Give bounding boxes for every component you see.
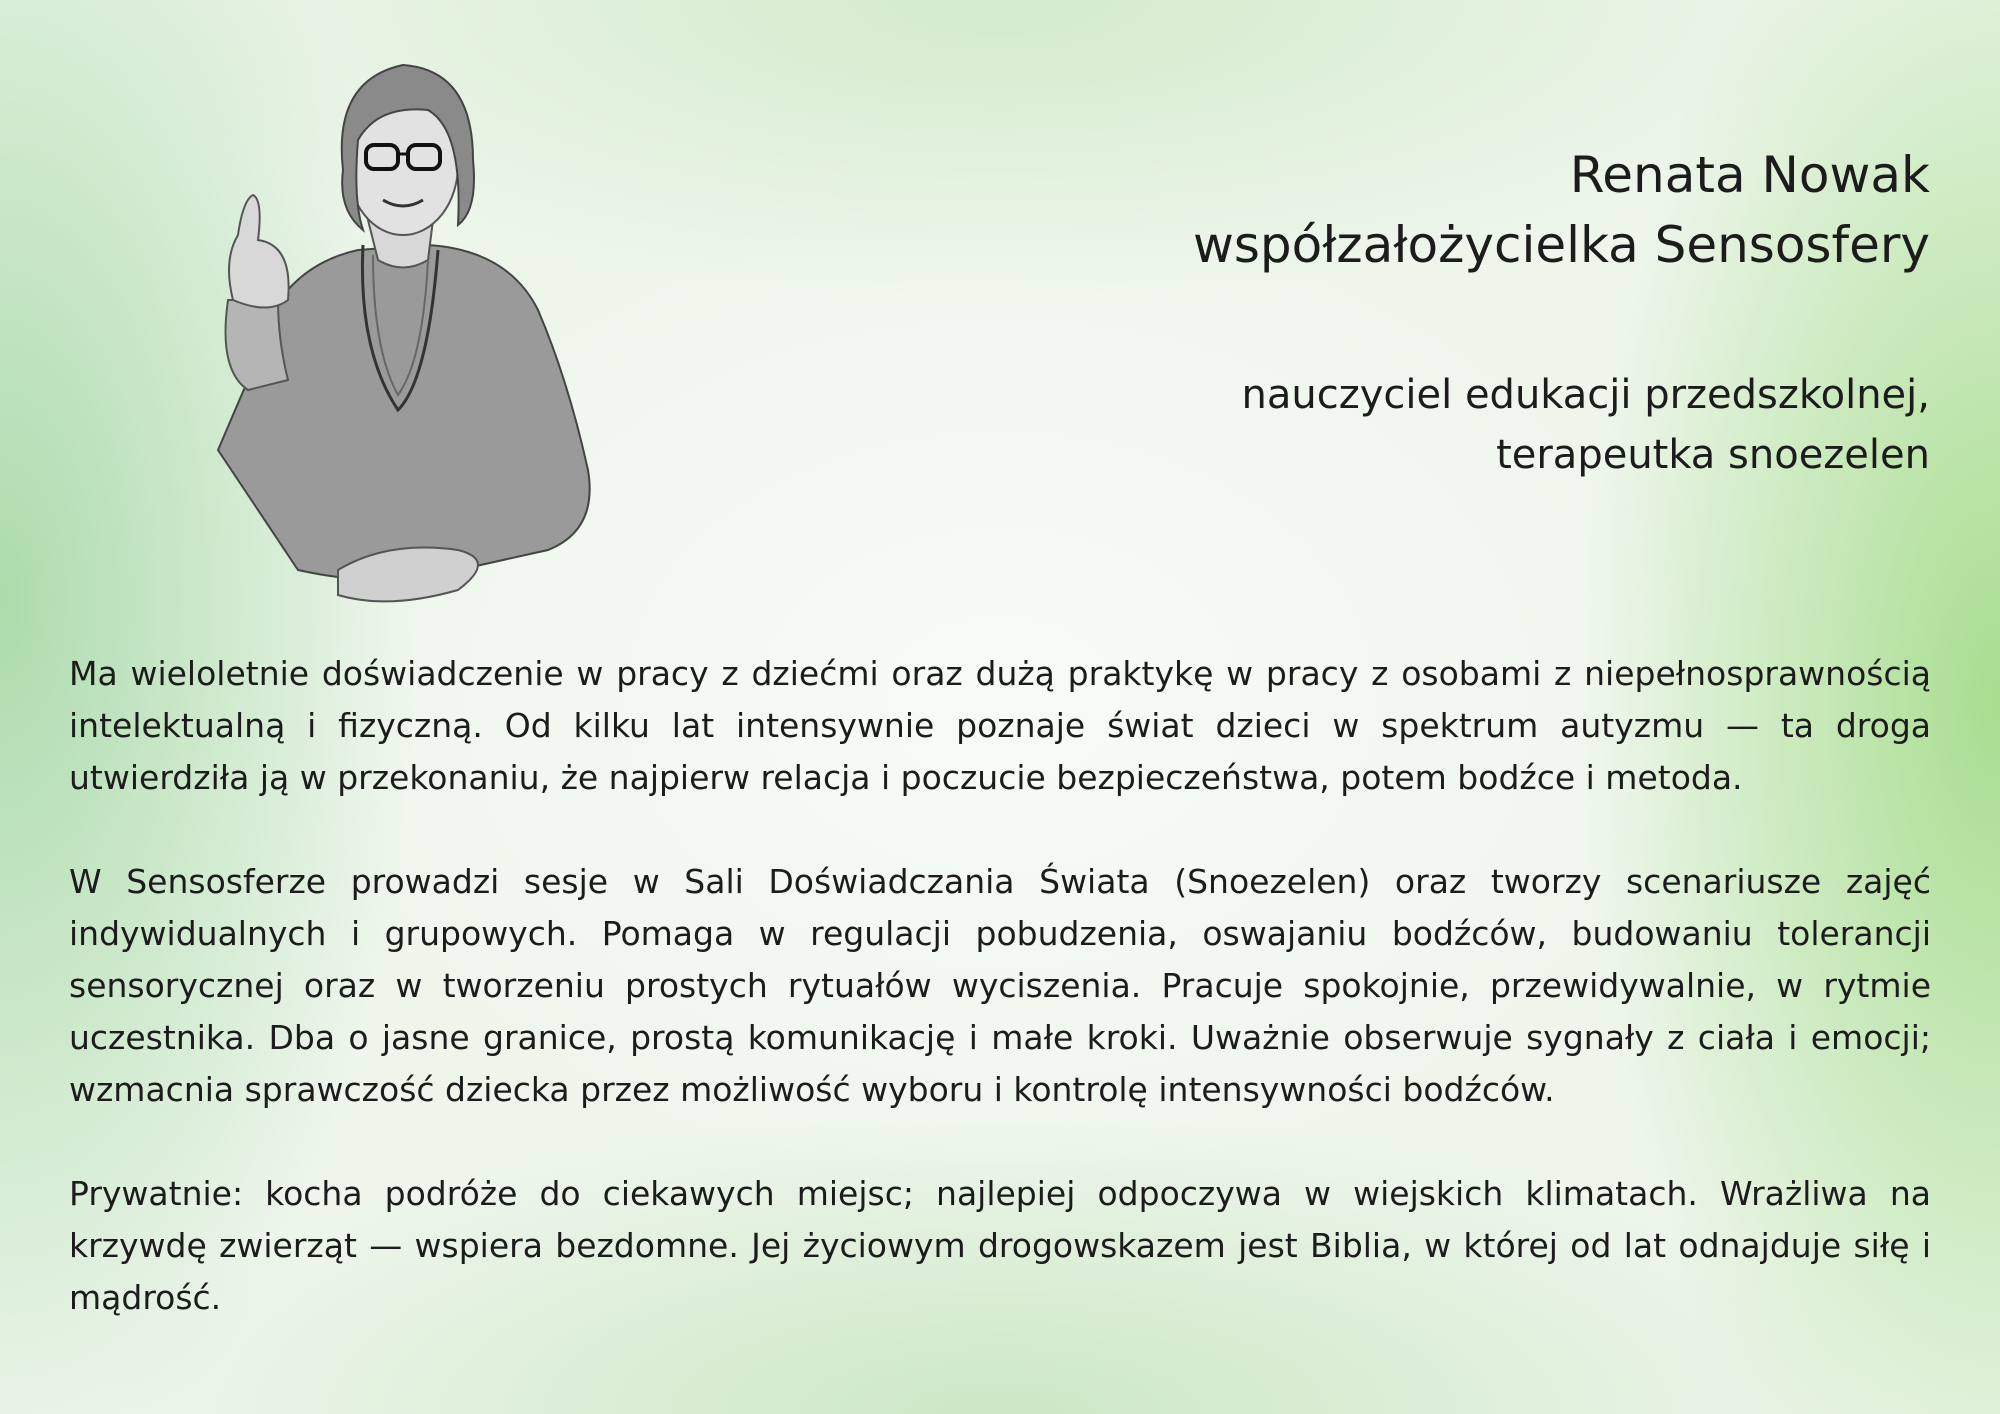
bio-paragraph: Ma wieloletnie doświadczenie w pracy z dziećmi oraz dużą praktykę w pracy z osobami z niepełnosprawnością intelektualną i fizyczną. Od kilku lat intensywnie poznaje świat dzieci w spektrum autyzmu — ta droga utwierdziła ją w przekonaniu, że najpierw relacja i poczucie bezpieczeństwa, potem bodźce i metoda. — [69, 654, 1931, 797]
biography — [69, 648, 1931, 1376]
profile-header — [1193, 140, 1930, 280]
qualification-line: nauczyciel edukacji przedszkolnej, — [1241, 372, 1930, 418]
person-name: Renata Nowak — [1569, 146, 1930, 204]
bio-paragraph: Prywatnie: kocha podróże do ciekawych miejsc; najlepiej odpoczywa w wiejskich klimatach. Wrażliwa na krzywdę zwierząt — wspiera bezdomne. Jej życiowym drogowskazem jest Biblia, w której od lat odnajduje siłę i mądrość. — [69, 1174, 1931, 1317]
bio-paragraph: W Sensosferze prowadzi sesje w Sali Doświadczania Świata (Snoezelen) oraz tworzy scenariusze zajęć indywidualnych i grupowych. Pomaga w regulacji pobudzenia, oswajaniu bodźców, budowaniu tolerancji sensorycznej oraz w tworzeniu prostych rytuałów wyciszenia. Pracuje spokojnie, przewidywalnie, w rytmie uczestnika. Dba o jasne granice, prostą komunikację i małe kroki. Uważnie obserwuje sygnały z ciała i emocji; wzmacnia sprawczość dziecka przez możliwość wyboru i kontrolę intensywności bodźców. — [69, 862, 1931, 1109]
qualifications — [1242, 365, 1930, 485]
portrait-sketch — [128, 50, 673, 650]
person-role: współzałożycielka Sensosfery — [1192, 216, 1930, 274]
qualification-line: terapeutka snoezelen — [1496, 432, 1930, 478]
